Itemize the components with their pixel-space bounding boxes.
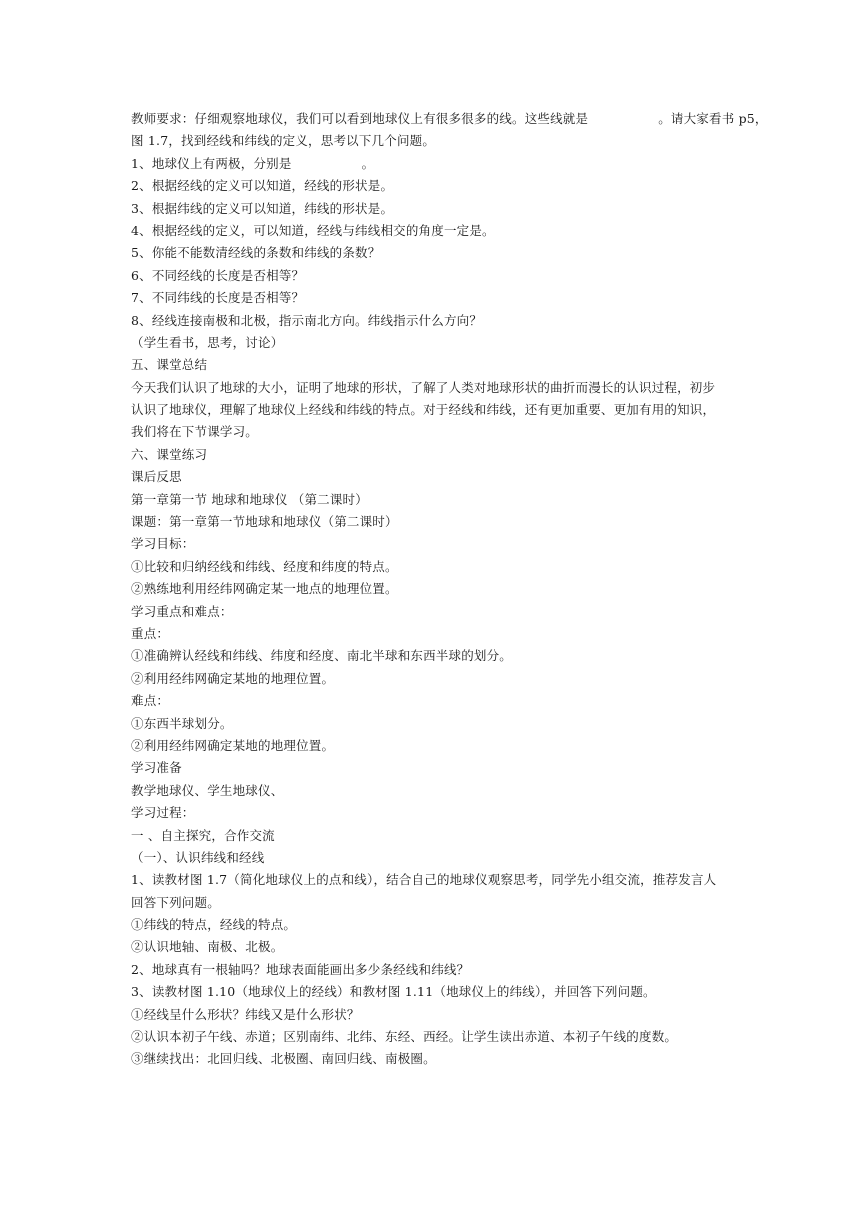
section-heading: 六、课堂练习 bbox=[131, 446, 208, 462]
paragraph-line: 7、不同纬线的长度是否相等？ bbox=[131, 290, 305, 306]
paragraph-line: 1、读教材图 1.7（简化地球仪上的点和线），结合自己的地球仪观察思考，同学先小组交流，推荐发言人 bbox=[131, 872, 717, 888]
text-run: 。请大家看书 p5， bbox=[658, 111, 768, 126]
list-item: ②认识本初子午线、赤道；区别南纬、北纬、东经、西经。让学生读出赤道、本初子午线的度数。 bbox=[131, 1029, 678, 1045]
section-heading: 学习重点和难点： bbox=[131, 603, 233, 619]
paragraph-line: （学生看书，思考，讨论） bbox=[131, 334, 284, 350]
list-item: ①东西半球划分。 bbox=[131, 715, 233, 731]
paragraph-line: 回答下列问题。 bbox=[131, 894, 220, 910]
list-item: ①经线呈什么形状？纬线又是什么形状？ bbox=[131, 1006, 360, 1022]
list-item: ②熟练地利用经纬网确定某一地点的地理位置。 bbox=[131, 581, 398, 597]
paragraph-line: 认识了地球仪，理解了地球仪上经线和纬线的特点。对于经线和纬线，还有更加重要、更加有用的知识， bbox=[131, 402, 716, 418]
list-item: ②认识地轴、南极、北极。 bbox=[131, 939, 284, 955]
lesson-title: 第一章第一节 地球和地球仪 （第二课时） bbox=[131, 491, 368, 507]
text-run: 1、地球仪上有两极，分别是 bbox=[131, 155, 292, 171]
section-heading: 难点： bbox=[131, 693, 170, 709]
paragraph-line bbox=[131, 153, 733, 175]
paragraph-line: 教学地球仪、学生地球仪、 bbox=[131, 782, 284, 798]
list-item: ①比较和归纳经线和纬线、经度和纬度的特点。 bbox=[131, 558, 398, 574]
section-heading: 五、课堂总结 bbox=[131, 357, 208, 373]
text-run: 教师要求：仔细观察地球仪，我们可以看到地球仪上有很多很多的线。这些线就是 bbox=[131, 111, 589, 126]
document-body bbox=[131, 108, 768, 1071]
paragraph-line: 8、经线连接南极和北极，指示南北方向。纬线指示什么方向？ bbox=[131, 312, 483, 328]
paragraph-line: 5、你能不能数清经线的条数和纬线的条数？ bbox=[131, 245, 381, 261]
paragraph-line: 4、根据经线的定义，可以知道，经线与纬线相交的角度一定是。 bbox=[131, 222, 495, 238]
paragraph-line: 3、根据纬线的定义可以知道，纬线的形状是。 bbox=[131, 200, 394, 216]
paragraph-line: 课题：第一章第一节地球和地球仪（第二课时） bbox=[131, 514, 398, 530]
section-heading: 学习准备 bbox=[131, 760, 182, 776]
paragraph-line: 我们将在下节课学习。 bbox=[131, 424, 259, 440]
list-item: ①准确辨认经线和纬线、纬度和经度、南北半球和东西半球的划分。 bbox=[131, 648, 513, 664]
list-item: ②利用经纬网确定某地的地理位置。 bbox=[131, 737, 335, 753]
paragraph-line: 图 1.7，找到经线和纬线的定义，思考以下几个问题。 bbox=[131, 133, 436, 149]
list-item: ③继续找出：北回归线、北极圈、南回归线、南极圈。 bbox=[131, 1051, 436, 1067]
list-item: ②利用经纬网确定某地的地理位置。 bbox=[131, 670, 335, 686]
paragraph-line: 2、根据经线的定义可以知道，经线的形状是。 bbox=[131, 178, 394, 194]
paragraph-line bbox=[131, 108, 768, 130]
paragraph-line: 3、读教材图 1.10（地球仪上的经线）和教材图 1.11（地球仪上的纬线），并回答下列问题。 bbox=[131, 984, 656, 1000]
paragraph-line: 2、地球真有一根轴吗？地球表面能画出多少条经线和纬线？ bbox=[131, 961, 470, 977]
list-item: ①纬线的特点，经线的特点。 bbox=[131, 917, 297, 933]
paragraph-line: 今天我们认识了地球的大小，证明了地球的形状，了解了人类对地球形状的曲折而漫长的认识过程，初步 bbox=[131, 379, 716, 395]
text-run: 。 bbox=[361, 155, 375, 171]
section-heading: 学习目标： bbox=[131, 536, 195, 552]
section-heading: 课后反思 bbox=[131, 469, 182, 485]
section-heading: （一）、认识纬线和经线 bbox=[131, 849, 265, 865]
section-heading: 重点： bbox=[131, 625, 170, 641]
paragraph-line: 6、不同经线的长度是否相等？ bbox=[131, 267, 305, 283]
section-heading: 一 、自主探究，合作交流 bbox=[131, 827, 275, 843]
section-heading: 学习过程： bbox=[131, 805, 195, 821]
